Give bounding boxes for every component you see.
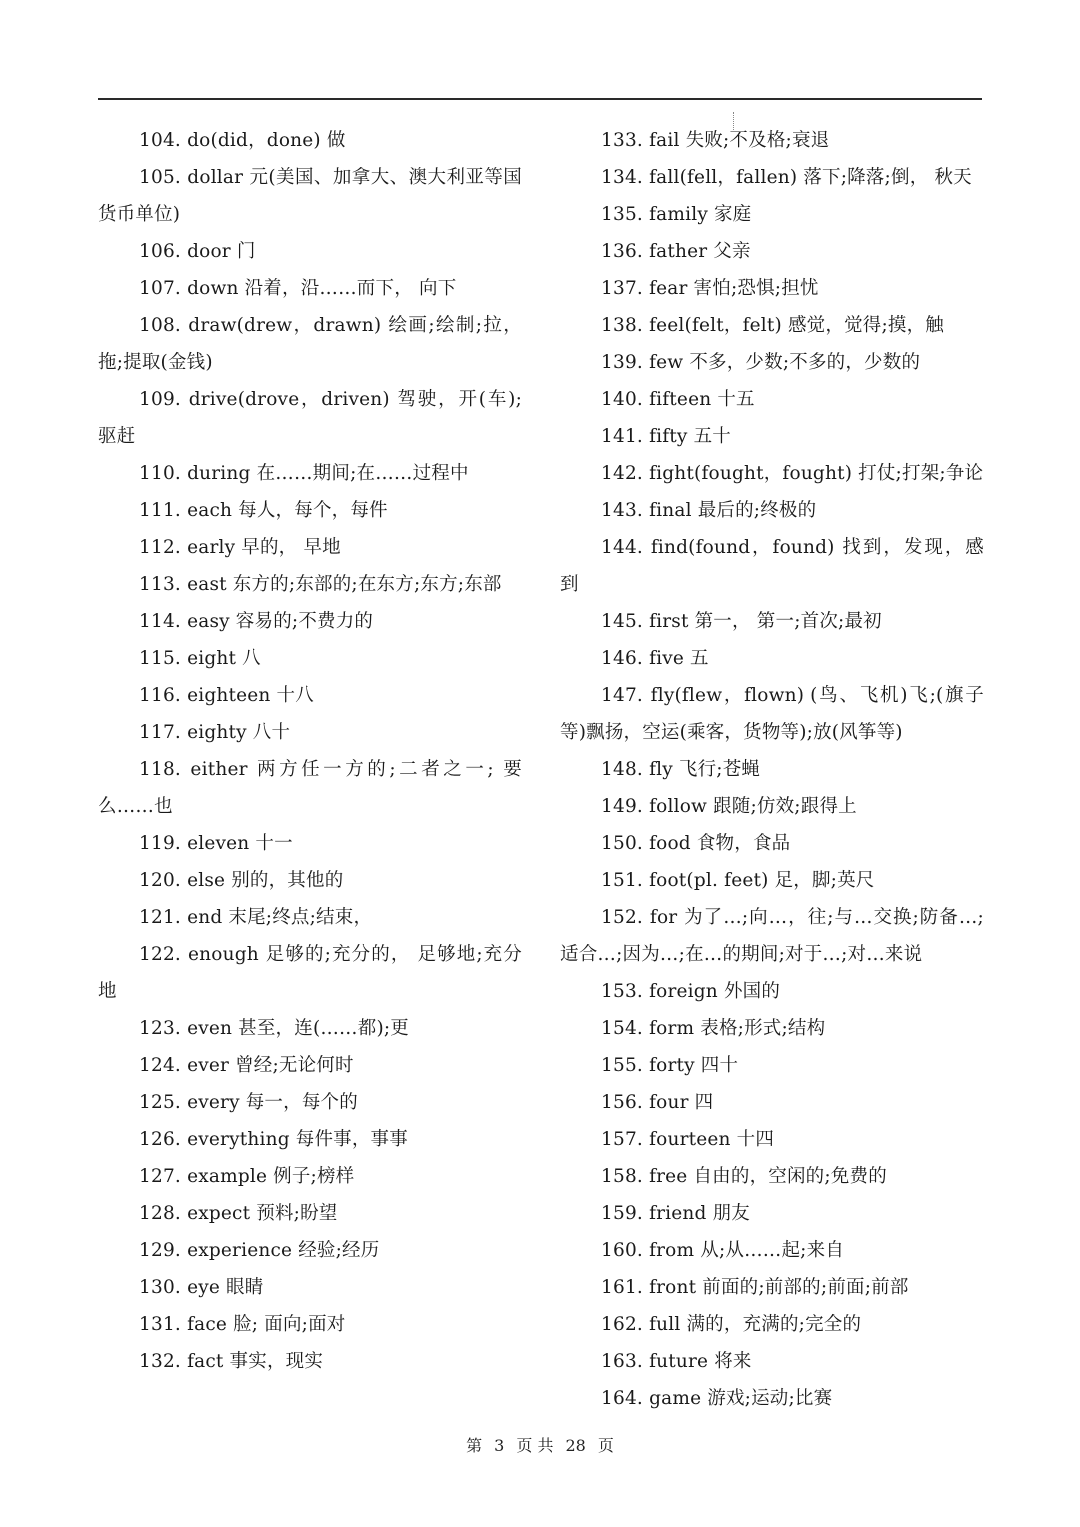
vocab-meaning: 第一， 第一;首次;最初 xyxy=(694,611,882,632)
vocab-word: 106. door xyxy=(139,241,231,262)
vocab-word: 133. fail xyxy=(601,130,680,151)
vocab-entry xyxy=(560,751,984,788)
vocab-meaning: 失败;不及格;衰退 xyxy=(685,130,830,151)
vocab-word: 136. father xyxy=(601,241,708,262)
vocab-meaning: 脸; 面向;面对 xyxy=(233,1314,346,1335)
vocab-meaning: 甚至，连(……都);更 xyxy=(238,1018,410,1039)
vocab-meaning: 在……期间;在……过程中 xyxy=(256,463,469,484)
vocab-meaning: 早的， 早地 xyxy=(241,537,341,558)
vocab-entry xyxy=(560,825,984,862)
vocab-meaning: 十五 xyxy=(717,389,755,410)
vocab-word: 157. fourteen xyxy=(601,1129,731,1150)
footer-prefix: 第 xyxy=(466,1436,483,1455)
vocab-word: 125. every xyxy=(139,1092,240,1113)
vocab-entry xyxy=(560,1158,984,1195)
vocab-meaning: 外国的 xyxy=(723,981,781,1002)
vocab-word: 116. eighteen xyxy=(139,685,271,706)
vocab-word: 123. even xyxy=(139,1018,233,1039)
vocab-word: 112. early xyxy=(139,537,236,558)
vocab-entry xyxy=(98,122,522,159)
vocab-meaning: 经验;经历 xyxy=(298,1240,380,1261)
vocab-word: 154. form xyxy=(601,1018,695,1039)
vocab-word: 127. example xyxy=(139,1166,268,1187)
vocab-word: 153. foreign xyxy=(601,981,718,1002)
vocab-entry xyxy=(560,159,984,196)
vocab-meaning: 最后的;终极的 xyxy=(697,500,817,521)
vocab-meaning: 跟随;仿效;跟得上 xyxy=(713,796,857,817)
vocab-word: 139. few xyxy=(601,352,684,373)
vocab-word: 122. enough xyxy=(139,944,259,965)
vocab-entry xyxy=(560,492,984,529)
header-rule xyxy=(98,98,982,100)
vocab-word: 115. eight xyxy=(139,648,237,669)
vocab-entry xyxy=(560,196,984,233)
vocab-word: 150. food xyxy=(601,833,691,854)
vocab-meaning: 八十 xyxy=(252,722,291,743)
vocab-entry xyxy=(560,862,984,899)
vocab-entry xyxy=(98,714,522,751)
vocab-entry xyxy=(98,862,522,899)
vocab-word: 120. else xyxy=(139,870,226,891)
vocab-entry xyxy=(98,270,522,307)
vocab-meaning: 五十 xyxy=(693,426,731,447)
vocab-word: 105. dollar xyxy=(139,167,244,188)
vocab-entry xyxy=(560,1269,984,1306)
footer-total-pages: 28 xyxy=(565,1436,586,1455)
vocab-entry xyxy=(560,899,984,973)
vocab-entry xyxy=(560,1084,984,1121)
vocab-entry xyxy=(98,1306,522,1343)
vocab-entry xyxy=(98,899,522,936)
vocab-meaning: 例子;榜样 xyxy=(273,1166,355,1187)
vocab-word: 132. fact xyxy=(139,1351,224,1372)
vocab-meaning: 食物，食品 xyxy=(696,833,791,854)
vocab-meaning: 末尾;终点;结束， xyxy=(228,907,373,928)
vocab-entry xyxy=(560,1047,984,1084)
vocab-entry xyxy=(560,973,984,1010)
vocab-meaning: 眼睛 xyxy=(226,1277,264,1298)
vocab-word: 149. follow xyxy=(601,796,708,817)
vocab-entry xyxy=(560,344,984,381)
vocab-word: 135. family xyxy=(601,204,708,225)
vocab-word: 155. forty xyxy=(601,1055,695,1076)
vocab-word: 117. eighty xyxy=(139,722,247,743)
vocab-meaning: 八 xyxy=(242,648,261,669)
vocab-meaning: 飞行;苍蝇 xyxy=(678,759,761,780)
vocab-word: 113. east xyxy=(139,574,227,595)
vocab-entry xyxy=(560,1121,984,1158)
page-footer xyxy=(0,1436,1080,1456)
vocab-meaning: 东方的;东部的;在东方;东方;东部 xyxy=(232,574,502,595)
vocab-word: 129. experience xyxy=(139,1240,293,1261)
vocab-meaning: 将来 xyxy=(714,1351,752,1372)
vocab-entry xyxy=(98,1047,522,1084)
vocab-meaning: 找到，发现，感到 xyxy=(560,537,985,595)
vocab-entry xyxy=(560,122,984,159)
vocab-entry xyxy=(98,1195,522,1232)
vocab-entry xyxy=(560,1380,984,1417)
vocab-meaning: 为了…;向…，往;与…交换;防备…;适合…;因为…;在…的期间;对于…;对…来说 xyxy=(560,907,984,965)
vocab-meaning: 落下;降落;倒， 秋天 xyxy=(803,167,972,188)
vocab-entry xyxy=(98,381,522,455)
vocab-entry xyxy=(560,1010,984,1047)
vocab-word: 137. fear xyxy=(601,278,688,299)
vocab-meaning: 做 xyxy=(326,130,346,151)
vocab-word: 104. do(did，done) xyxy=(139,130,321,151)
vocab-entry xyxy=(560,640,984,677)
vocab-word: 156. four xyxy=(601,1092,689,1113)
vocab-meaning: 害怕;恐惧;担忧 xyxy=(693,278,819,299)
vocab-word: 121. end xyxy=(139,907,223,928)
vocab-meaning: 每件事，事事 xyxy=(295,1129,408,1150)
vocab-meaning: 十四 xyxy=(736,1129,775,1150)
vocab-entry xyxy=(98,1269,522,1306)
vocab-entry xyxy=(98,233,522,270)
vocab-meaning: 满的，充满的;完全的 xyxy=(686,1314,862,1335)
vocab-word: 109. drive(drove，driven) xyxy=(139,389,390,410)
vocab-word: 118. either xyxy=(139,759,248,780)
vocab-entry xyxy=(98,159,522,233)
left-column xyxy=(98,122,522,1380)
vocab-meaning: 绘画;绘制;拉，拖;提取(金钱) xyxy=(98,315,522,373)
vocab-meaning: 感觉，觉得;摸，触 xyxy=(787,315,945,336)
vocab-entry xyxy=(98,677,522,714)
vocab-word: 130. eye xyxy=(139,1277,221,1298)
vocab-meaning: 打仗;打架;争论 xyxy=(858,463,984,484)
vocab-meaning: 别的，其他的 xyxy=(231,870,344,891)
vocab-entry xyxy=(560,1195,984,1232)
vocab-meaning: 父亲 xyxy=(713,241,751,262)
vocab-entry xyxy=(560,381,984,418)
footer-middle: 页 共 xyxy=(516,1436,554,1455)
vocab-entry xyxy=(560,1306,984,1343)
vocab-word: 128. expect xyxy=(139,1203,251,1224)
vocab-entry xyxy=(98,825,522,862)
vocab-word: 131. face xyxy=(139,1314,228,1335)
vocab-meaning: 两方任一方的;二者之一; 要么……也 xyxy=(98,759,522,817)
vocab-word: 160. from xyxy=(601,1240,695,1261)
vocab-meaning: 四 xyxy=(694,1092,714,1113)
vocab-entry xyxy=(560,1343,984,1380)
vocab-meaning: 十八 xyxy=(276,685,314,706)
vocab-meaning: 预料;盼望 xyxy=(256,1203,338,1224)
vocab-word: 145. first xyxy=(601,611,689,632)
vocab-entry xyxy=(98,492,522,529)
vocab-entry xyxy=(98,640,522,677)
vocab-meaning: 足够的;充分的， 足够地;充分地 xyxy=(98,944,522,1002)
vocab-entry xyxy=(560,233,984,270)
vocab-word: 144. find(found，found) xyxy=(601,537,835,558)
vocab-meaning: (鸟、飞机)飞;(旗子等)飘扬，空运(乘客，货物等);放(风筝等) xyxy=(560,685,984,743)
vocab-word: 158. free xyxy=(601,1166,688,1187)
vocab-meaning: 表格;形式;结构 xyxy=(700,1018,826,1039)
vocab-word: 163. future xyxy=(601,1351,709,1372)
vocab-entry xyxy=(560,1232,984,1269)
vocab-word: 143. final xyxy=(601,500,692,521)
vocab-entry xyxy=(98,455,522,492)
vocab-meaning: 每一，每个的 xyxy=(245,1092,358,1113)
vocab-word: 114. easy xyxy=(139,611,230,632)
vocab-entry xyxy=(98,1121,522,1158)
vocab-meaning: 前面的;前部的;前面;前部 xyxy=(702,1277,909,1298)
vocab-meaning: 不多，少数;不多的，少数的 xyxy=(689,352,921,373)
vocab-word: 134. fall(fell，fallen) xyxy=(601,167,798,188)
vocab-word: 126. everything xyxy=(139,1129,290,1150)
vocab-word: 138. feel(felt，felt) xyxy=(601,315,782,336)
vocab-word: 148. fly xyxy=(601,759,673,780)
vocab-meaning: 门 xyxy=(236,241,256,262)
vocab-word: 107. down xyxy=(139,278,239,299)
vocab-entry xyxy=(560,418,984,455)
vocab-meaning: 容易的;不费力的 xyxy=(235,611,374,632)
vocab-entry xyxy=(560,677,984,751)
vocab-meaning: 足，脚;英尺 xyxy=(774,870,875,891)
vocab-meaning: 事实，现实 xyxy=(229,1351,324,1372)
vocab-entry xyxy=(560,529,984,603)
vocab-meaning: 从;从……起;来自 xyxy=(700,1240,845,1261)
vocab-meaning: 元(美国、加拿大、澳大利亚等国货币单位) xyxy=(98,167,522,225)
vocab-entry xyxy=(98,1084,522,1121)
vocab-meaning: 朋友 xyxy=(712,1203,750,1224)
vocab-entry xyxy=(98,751,522,825)
vocab-meaning: 自由的，空闲的;免费的 xyxy=(693,1166,887,1187)
vocab-entry xyxy=(98,307,522,381)
vocab-meaning: 驾驶，开(车);驱赶 xyxy=(98,389,522,447)
vocab-word: 108. draw(drew，drawn) xyxy=(139,315,382,336)
footer-suffix: 页 xyxy=(597,1436,614,1455)
vocab-meaning: 五 xyxy=(690,648,709,669)
vocab-entry xyxy=(560,603,984,640)
vocab-word: 162. full xyxy=(601,1314,681,1335)
vocab-word: 164. game xyxy=(601,1388,702,1409)
vocab-word: 110. during xyxy=(139,463,251,484)
vocab-word: 111. each xyxy=(139,500,233,521)
vocab-entry xyxy=(98,1158,522,1195)
vocab-entry xyxy=(98,603,522,640)
vocab-entry xyxy=(98,1010,522,1047)
footer-page-number: 3 xyxy=(494,1436,505,1455)
vocab-entry xyxy=(98,566,522,603)
right-column xyxy=(560,122,984,1417)
vocab-entry xyxy=(560,788,984,825)
vocab-entry xyxy=(98,529,522,566)
vocab-word: 124. ever xyxy=(139,1055,230,1076)
vocab-word: 152. for xyxy=(601,907,678,928)
vocab-meaning: 家庭 xyxy=(713,204,752,225)
vocab-meaning: 每人，每个，每件 xyxy=(238,500,388,521)
vocab-word: 119. eleven xyxy=(139,833,250,854)
vocab-word: 141. fifty xyxy=(601,426,688,447)
vocab-meaning: 游戏;运动;比赛 xyxy=(707,1388,833,1409)
vocab-word: 159. friend xyxy=(601,1203,707,1224)
vocab-entry xyxy=(560,270,984,307)
vocab-meaning: 十一 xyxy=(255,833,293,854)
vocab-word: 161. front xyxy=(601,1277,697,1298)
vocab-entry xyxy=(98,1343,522,1380)
vocab-meaning: 四十 xyxy=(700,1055,739,1076)
vocab-word: 147. fly(flew，flown) xyxy=(601,685,805,706)
vocab-meaning: 曾经;无论何时 xyxy=(235,1055,354,1076)
vocab-word: 142. fight(fought，fought) xyxy=(601,463,853,484)
vocab-word: 151. foot(pl. feet) xyxy=(601,870,769,891)
vocab-word: 146. five xyxy=(601,648,685,669)
vocab-entry xyxy=(560,307,984,344)
vocab-entry xyxy=(560,455,984,492)
vocab-meaning: 沿着，沿……而下， 向下 xyxy=(244,278,457,299)
vocab-entry xyxy=(98,936,522,1010)
vocab-word: 140. fifteen xyxy=(601,389,712,410)
vocab-entry xyxy=(98,1232,522,1269)
